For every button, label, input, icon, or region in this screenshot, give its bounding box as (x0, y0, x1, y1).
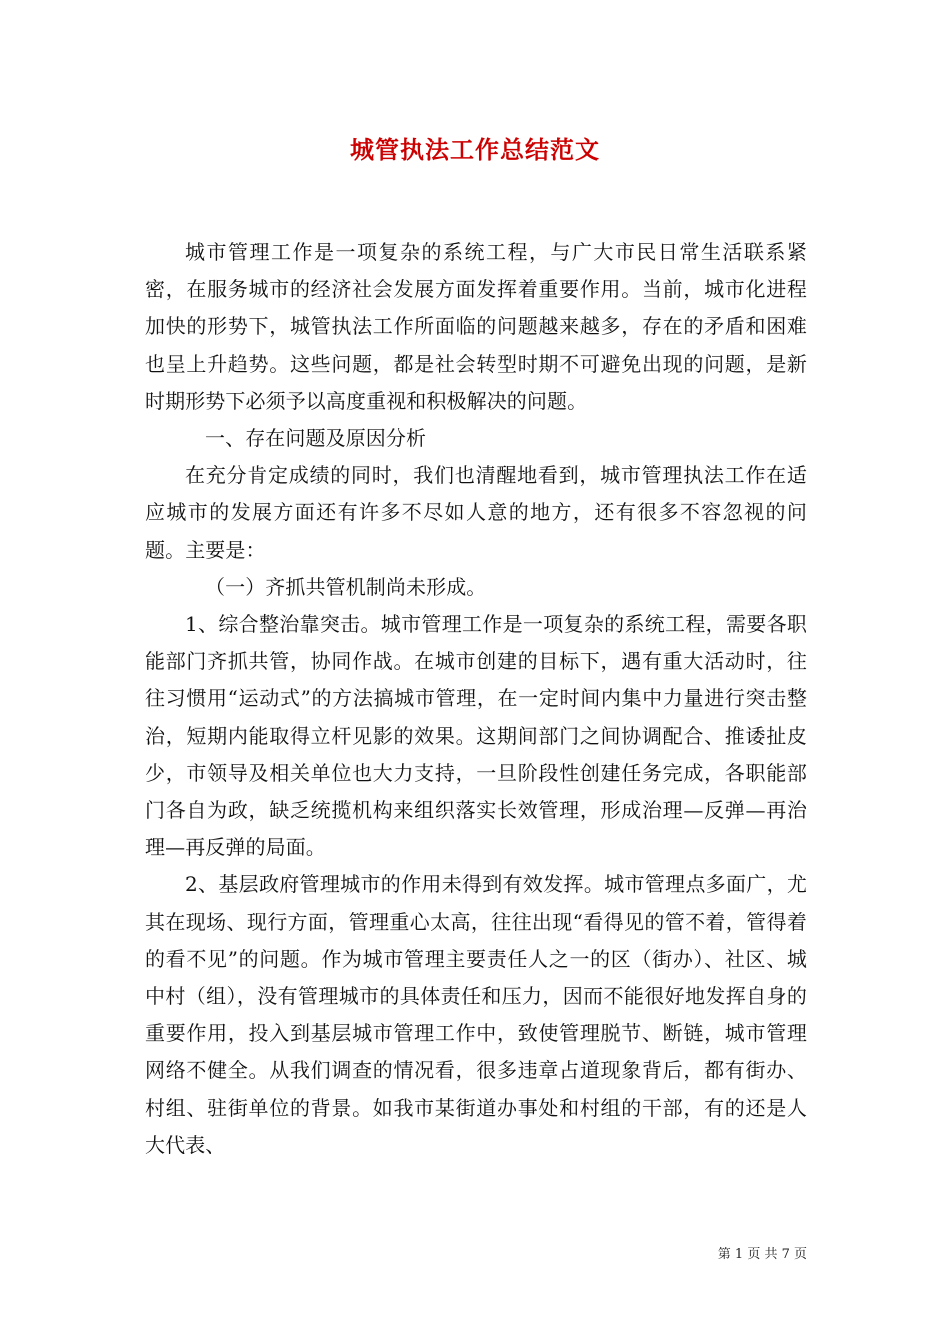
paragraph-summary: 在充分肯定成绩的同时，我们也清醒地看到，城市管理执法工作在适应城市的发展方面还有许多不尽如人意的地方，还有很多不容忽视的问题。主要是： (145, 463, 807, 562)
page-number: 第 1 页 共 7 页 (717, 1247, 807, 1262)
document-title: 城管执法工作总结范文 (350, 135, 600, 164)
paragraph-intro: 城市管理工作是一项复杂的系统工程，与广大市民日常生活联系紧密，在服务城市的经济社会发展方面发挥着重要作用。当前，城市化进程加快的形势下，城管执法工作所面临的问题越来越多，存在的矛盾和困难也呈上升趋势。这些问题，都是社会转型时期不可避免出现的问题，是新时期形势下必须予以高度重视和积极解决的问题。 (145, 240, 807, 413)
paragraph-point-2: 2、基层政府管理城市的作用未得到有效发挥。城市管理点多面广，尤其在现场、现行方面，管理重心太高，往往出现“看得见的管不着，管得着的看不见”的问题。作为城市管理主要责任人之一的区（街办）、社区、城中村（组），没有管理城市的具体责任和压力，因而不能很好地发挥自身的重要作用，投入到基层城市管理工作中，致使管理脱节、断链，城市管理网络不健全。从我们调查的情况看，很多违章占道现象背后，都有街办、村组、驻街单位的背景。如我市某街道办事处和村组的干部，有的还是人大代表、 (145, 872, 807, 1157)
subsection-heading: （一）齐抓共管机制尚未形成。 (205, 574, 487, 599)
document-body (145, 234, 807, 1164)
paragraph-point-1: 1、综合整治靠突击。城市管理工作是一项复杂的系统工程，需要各职能部门齐抓共管，协同作战。在城市创建的目标下，遇有重大活动时，往往习惯用“运动式”的方法搞城市管理，在一定时间内集中力量进行突击整治，短期内能取得立杆见影的效果。这期间部门之间协调配合、推诿扯皮少，市领导及相关单位也大力支持，一旦阶段性创建任务完成，各职能部门各自为政，缺乏统揽机构来组织落实长效管理，形成治理—反弹—再治理—再反弹的局面。 (145, 612, 807, 860)
section-heading: 一、存在问题及原因分析 (205, 426, 427, 451)
